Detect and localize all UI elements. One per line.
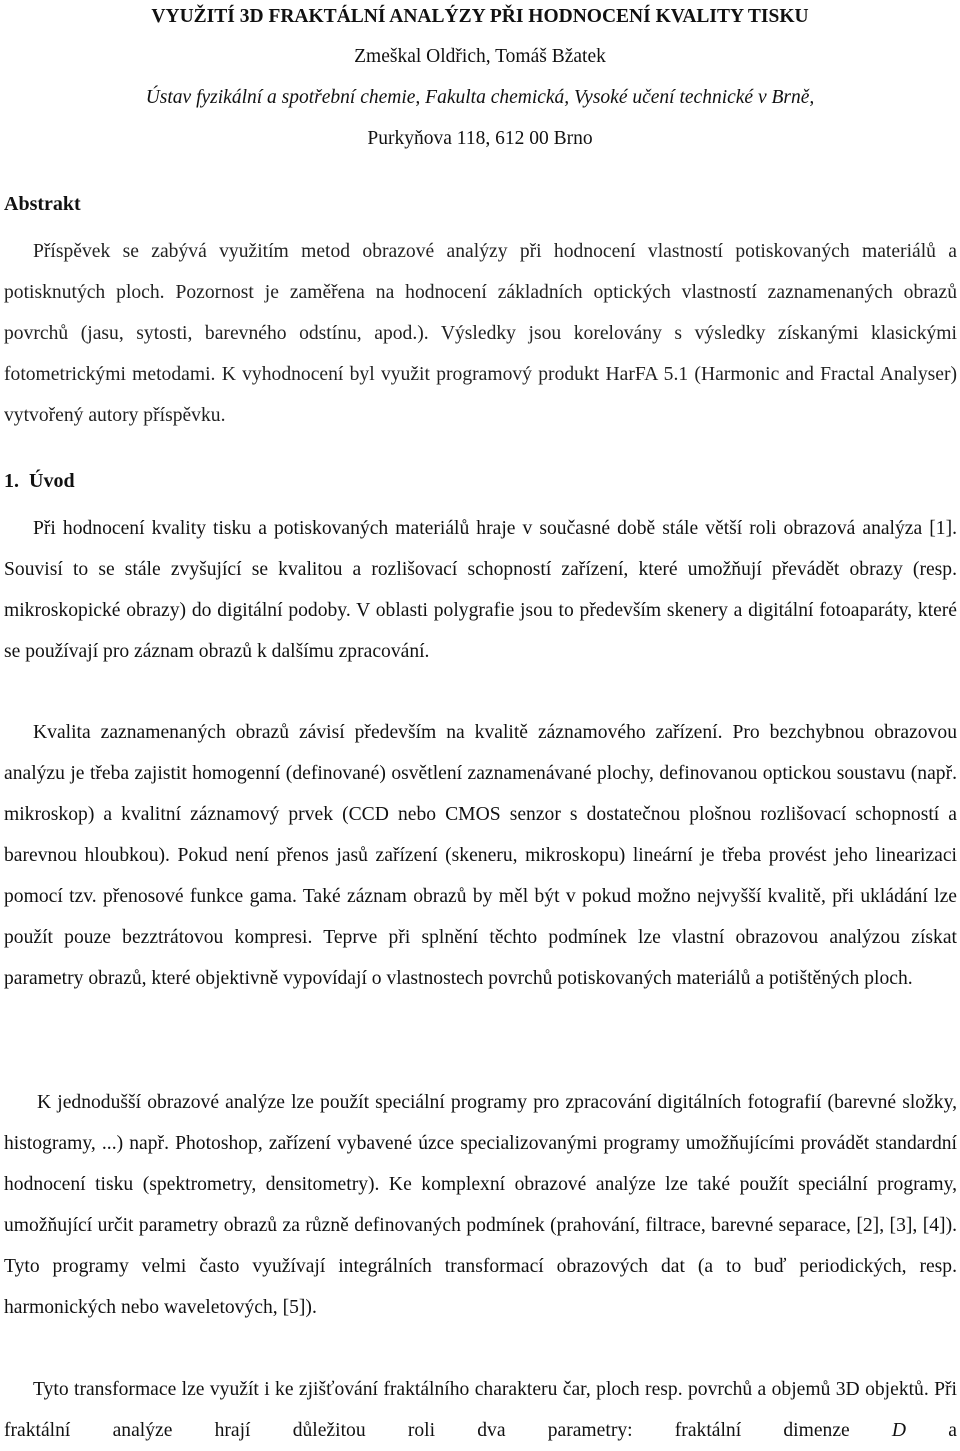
intro-paragraph-1: Při hodnocení kvality tisku a potiskovaných materiálů hraje v současné době stále větší roli obrazová analýza [1]. Souvisí to se stále zvyšující se kvalitou a rozlišovací schopností zařízení, které umožňují převádět obrazy (resp. mikroskopické obrazy) do digitální podoby. V oblasti polygrafie jsou to především skenery a digitální fotoaparáty, které se používají pro záznam obrazů k dalšímu zpracování.: [4, 518, 957, 662]
paper-title: VYUŽITÍ 3D FRAKTÁLNÍ ANALÝZY PŘI HODNOCENÍ KVALITY TISKU: [151, 6, 809, 27]
abstract-heading: Abstrakt: [4, 193, 81, 215]
intro-paragraph-4-end: a: [906, 1420, 957, 1441]
fractal-dimension-symbol: D: [891, 1420, 907, 1441]
abstract-text: Příspěvek se zabývá využitím metod obrazové analýzy při hodnocení vlastností potiskovaných materiálů a potisknutých ploch. Pozornost je zaměřena na hodnocení základních optických vlastností zaznamenaných obrazů povrchů (jasu, sytosti, barevného odstínu, apod.). Výsledky jsou korelovány s výsledky získanými klasickými fotometrickými metodami. K vyhodnocení byl využit programový produkt HarFA 5.1 (Harmonic and Fractal Analyser) vytvořený autory příspěvku.: [4, 241, 957, 426]
intro-paragraph-2: Kvalita zaznamenaných obrazů závisí především na kvalitě záznamového zařízení. Pro bezchybnou obrazovou analýzu je třeba zajistit homogenní (definované) osvětlení zaznamenávané plochy, definovanou optickou soustavu (např. mikroskop) a kvalitní záznamový prvek (CCD nebo CMOS senzor s dostatečnou plošnou rozlišovací schopností a barevnou hloubkou). Pokud není přenos jasů zařízení (skeneru, mikroskopu) lineární je třeba provést jeho linearizaci pomocí tzv. přenosové funkce gama. Také záznam obrazů by měl být v pokud možno nejvyšší kvalitě, při ukládání lze použít pouze bezztrátovou kompresi. Teprve při splnění těchto podmínek lze vlastní obrazovou analýzou získat parametry obrazů, které objektivně vypovídají o vlastnostech povrchů potiskovaných materiálů a potištěných ploch.: [4, 722, 957, 989]
affiliation-line-1: Ústav fyzikální a spotřební chemie, Fakulta chemická, Vysoké učení technické v Brně,: [145, 87, 815, 108]
intro-paragraph-3: K jednodušší obrazové analýze lze použít speciální programy pro zpracování digitálních fotografií (barevné složky, histogramy, ...) např. Photoshop, zařízení vybavené úzce specializovanými programy umožňujícími provádět standardní hodnocení tisku (spektrometry, densitometry). Ke komplexní obrazové analýze lze také použít speciální programy, umožňující určit parametry obrazů za různě definovaných podmínek (prahování, filtrace, barevné separace, [2], [3], [4]). Tyto programy velmi často využívají integrálních transformací obrazových dat (a to buď periodických, resp. harmonických nebo waveletových, [5]).: [4, 1092, 957, 1318]
authors: Zmeškal Oldřich, Tomáš Bžatek: [354, 46, 606, 67]
affiliation-line-2: Purkyňova 118, 612 00 Brno: [367, 128, 593, 149]
intro-paragraph-4-start: Tyto transformace lze využít i ke zjišťování fraktálního charakteru čar, ploch resp. povrchů a objemů 3D objektů. Při fraktální analýze hrají důležitou roli dva parametry: fraktální dimenze: [4, 1379, 957, 1441]
intro-heading: 1. Úvod: [4, 470, 75, 492]
intro-paragraph-4: [4, 1369, 957, 1451]
